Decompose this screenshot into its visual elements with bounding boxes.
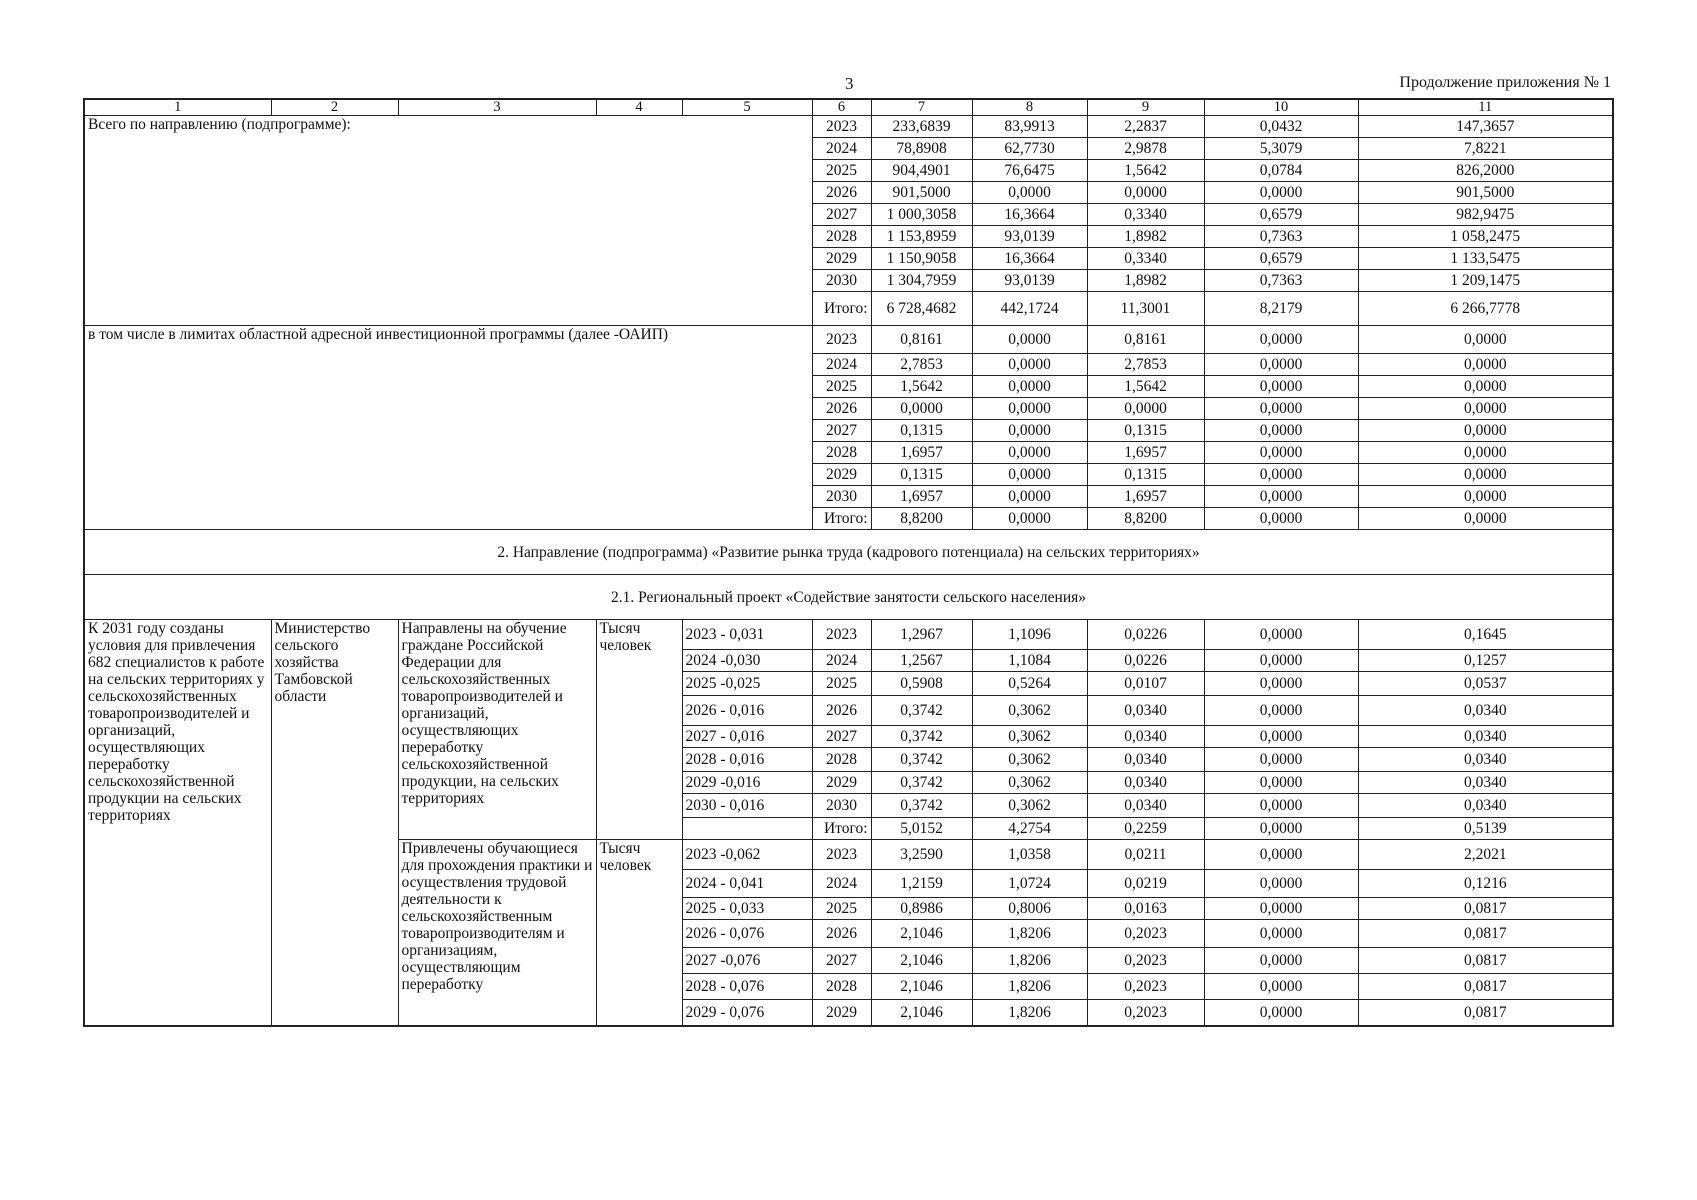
value-cell-c11: 0,0000 xyxy=(1358,398,1613,420)
value-cell-c7: 233,6839 xyxy=(871,116,972,138)
year-cell: 2025 xyxy=(812,376,871,398)
table-row xyxy=(84,620,1613,650)
value-cell-c10: 0,0000 xyxy=(1204,620,1358,650)
value-cell-c10: 0,0000 xyxy=(1204,726,1358,748)
year-cell: 2024 xyxy=(812,870,871,898)
value-cell-c8: 83,9913 xyxy=(972,116,1087,138)
value-cell-c7: 78,8908 xyxy=(871,138,972,160)
measure-name: Направлены на обучение граждане Российской Федерации для сельскохозяйственных товаропроизводителей и организаций, осуществляющих переработку сельскохозяйственной продукции, на сельских территориях xyxy=(398,620,596,840)
value-cell-c9: 2,2837 xyxy=(1087,116,1204,138)
indicator-value xyxy=(682,818,812,840)
value-cell-c7: 2,1046 xyxy=(871,974,972,1000)
value-cell-c10: 8,2179 xyxy=(1204,292,1358,326)
value-cell-c11: 0,1645 xyxy=(1358,620,1613,650)
value-cell-c10: 0,0000 xyxy=(1204,974,1358,1000)
indicator-value: 2026 - 0,076 xyxy=(682,920,812,948)
value-cell-c11: 0,0000 xyxy=(1358,508,1613,530)
year-cell: 2024 xyxy=(812,354,871,376)
value-cell-c10: 0,0000 xyxy=(1204,672,1358,696)
value-cell-c11: 0,0817 xyxy=(1358,898,1613,920)
value-cell-c9: 1,5642 xyxy=(1087,160,1204,182)
section-row xyxy=(84,575,1613,620)
year-cell: 2023 xyxy=(812,326,871,354)
year-cell: Итого: xyxy=(812,292,871,326)
value-cell-c11: 0,0537 xyxy=(1358,672,1613,696)
value-cell-c7: 904,4901 xyxy=(871,160,972,182)
year-cell: 2027 xyxy=(812,420,871,442)
indicator-value: 2023 -0,062 xyxy=(682,840,812,870)
value-cell-c11: 0,0000 xyxy=(1358,442,1613,464)
value-cell-c11: 0,0000 xyxy=(1358,464,1613,486)
value-cell-c11: 0,0817 xyxy=(1358,920,1613,948)
value-cell-c8: 16,3664 xyxy=(972,248,1087,270)
column-number: 9 xyxy=(1087,99,1204,116)
value-cell-c8: 0,3062 xyxy=(972,772,1087,794)
value-cell-c9: 0,0219 xyxy=(1087,870,1204,898)
value-cell-c7: 0,1315 xyxy=(871,420,972,442)
value-cell-c10: 0,0000 xyxy=(1204,464,1358,486)
value-cell-c8: 0,0000 xyxy=(972,326,1087,354)
year-cell: 2029 xyxy=(812,1000,871,1026)
year-cell: 2028 xyxy=(812,442,871,464)
value-cell-c9: 1,8982 xyxy=(1087,270,1204,292)
value-cell-c10: 5,3079 xyxy=(1204,138,1358,160)
value-cell-c10: 0,0000 xyxy=(1204,1000,1358,1026)
value-cell-c7: 1,5642 xyxy=(871,376,972,398)
value-cell-c7: 1,6957 xyxy=(871,486,972,508)
value-cell-c8: 0,0000 xyxy=(972,464,1087,486)
value-cell-c9: 0,0107 xyxy=(1087,672,1204,696)
value-cell-c7: 0,8986 xyxy=(871,898,972,920)
value-cell-c8: 93,0139 xyxy=(972,226,1087,248)
value-cell-c11: 1 058,2475 xyxy=(1358,226,1613,248)
value-cell-c8: 0,0000 xyxy=(972,182,1087,204)
year-cell: 2025 xyxy=(812,898,871,920)
value-cell-c7: 0,3742 xyxy=(871,726,972,748)
value-cell-c7: 2,1046 xyxy=(871,1000,972,1026)
value-cell-c7: 1,2159 xyxy=(871,870,972,898)
value-cell-c11: 0,0340 xyxy=(1358,772,1613,794)
value-cell-c7: 2,1046 xyxy=(871,920,972,948)
value-cell-c7: 6 728,4682 xyxy=(871,292,972,326)
value-cell-c9: 0,2023 xyxy=(1087,974,1204,1000)
indicator-value: 2023 - 0,031 xyxy=(682,620,812,650)
value-cell-c10: 0,0000 xyxy=(1204,898,1358,920)
value-cell-c10: 0,0000 xyxy=(1204,486,1358,508)
measure-unit: Тысяч человек xyxy=(596,840,682,1026)
value-cell-c10: 0,0432 xyxy=(1204,116,1358,138)
year-cell: 2028 xyxy=(812,974,871,1000)
value-cell-c11: 6 266,7778 xyxy=(1358,292,1613,326)
value-cell-c10: 0,6579 xyxy=(1204,204,1358,226)
value-cell-c8: 0,3062 xyxy=(972,696,1087,726)
value-cell-c11: 1 133,5475 xyxy=(1358,248,1613,270)
measure-unit: Тысяч человек xyxy=(596,620,682,840)
year-cell: 2027 xyxy=(812,726,871,748)
indicator-value: 2030 - 0,016 xyxy=(682,794,812,818)
value-cell-c10: 0,0000 xyxy=(1204,920,1358,948)
value-cell-c8: 0,0000 xyxy=(972,442,1087,464)
value-cell-c11: 0,5139 xyxy=(1358,818,1613,840)
year-cell: 2026 xyxy=(812,182,871,204)
measure-name: Привлечены обучающиеся для прохождения практики и осуществления трудовой деятельности к сельскохозяйственным товаропроизводителям и организациям, осуществляющим переработку xyxy=(398,840,596,1026)
year-cell: Итого: xyxy=(812,818,871,840)
value-cell-c10: 0,0000 xyxy=(1204,442,1358,464)
value-cell-c11: 0,0817 xyxy=(1358,1000,1613,1026)
value-cell-c7: 1,2967 xyxy=(871,620,972,650)
indicator-value: 2028 - 0,016 xyxy=(682,748,812,772)
indicator-value: 2025 -0,025 xyxy=(682,672,812,696)
value-cell-c7: 8,8200 xyxy=(871,508,972,530)
value-cell-c9: 8,8200 xyxy=(1087,508,1204,530)
value-cell-c10: 0,0000 xyxy=(1204,818,1358,840)
value-cell-c8: 76,6475 xyxy=(972,160,1087,182)
value-cell-c9: 11,3001 xyxy=(1087,292,1204,326)
value-cell-c7: 1 304,7959 xyxy=(871,270,972,292)
value-cell-c10: 0,0000 xyxy=(1204,650,1358,672)
value-cell-c7: 3,2590 xyxy=(871,840,972,870)
value-cell-c11: 0,0340 xyxy=(1358,794,1613,818)
value-cell-c8: 1,8206 xyxy=(972,1000,1087,1026)
value-cell-c10: 0,0000 xyxy=(1204,420,1358,442)
value-cell-c9: 0,2259 xyxy=(1087,818,1204,840)
value-cell-c11: 147,3657 xyxy=(1358,116,1613,138)
value-cell-c9: 1,6957 xyxy=(1087,486,1204,508)
value-cell-c11: 0,0000 xyxy=(1358,376,1613,398)
section-2-1-title: 2.1. Региональный проект «Содействие занятости сельского населения» xyxy=(84,575,1613,620)
value-cell-c10: 0,0000 xyxy=(1204,840,1358,870)
value-cell-c7: 1 150,9058 xyxy=(871,248,972,270)
value-cell-c9: 0,1315 xyxy=(1087,464,1204,486)
year-cell: 2023 xyxy=(812,116,871,138)
value-cell-c8: 0,0000 xyxy=(972,486,1087,508)
value-cell-c11: 7,8221 xyxy=(1358,138,1613,160)
value-cell-c11: 0,0340 xyxy=(1358,726,1613,748)
year-cell: 2026 xyxy=(812,398,871,420)
column-number: 4 xyxy=(596,99,682,116)
value-cell-c10: 0,0000 xyxy=(1204,794,1358,818)
year-cell: 2029 xyxy=(812,464,871,486)
page-number: 3 xyxy=(845,74,854,93)
year-cell: 2027 xyxy=(812,204,871,226)
value-cell-c8: 4,2754 xyxy=(972,818,1087,840)
value-cell-c11: 0,0340 xyxy=(1358,696,1613,726)
value-cell-c11: 2,2021 xyxy=(1358,840,1613,870)
value-cell-c8: 0,3062 xyxy=(972,748,1087,772)
value-cell-c9: 0,0000 xyxy=(1087,398,1204,420)
value-cell-c9: 0,0340 xyxy=(1087,726,1204,748)
value-cell-c10: 0,0000 xyxy=(1204,696,1358,726)
column-number: 7 xyxy=(871,99,972,116)
value-cell-c7: 1,6957 xyxy=(871,442,972,464)
value-cell-c10: 0,0000 xyxy=(1204,182,1358,204)
value-cell-c9: 2,7853 xyxy=(1087,354,1204,376)
value-cell-c7: 1 000,3058 xyxy=(871,204,972,226)
value-cell-c9: 0,2023 xyxy=(1087,948,1204,974)
value-cell-c7: 901,5000 xyxy=(871,182,972,204)
column-number: 10 xyxy=(1204,99,1358,116)
project-goal: К 2031 году созданы условия для привлечения 682 специалистов к работе на сельских территориях у сельскохозяйственных товаропроизводителей и организаций, осуществляющих переработку сельскохозяйственной продукции на сельских территориях xyxy=(84,620,271,1026)
year-cell: 2028 xyxy=(812,226,871,248)
column-number: 2 xyxy=(271,99,398,116)
year-cell: 2023 xyxy=(812,840,871,870)
oaip-label: в том числе в лимитах областной адресной инвестиционной программы (далее -ОАИП) xyxy=(84,326,812,530)
year-cell: 2029 xyxy=(812,772,871,794)
value-cell-c11: 0,0000 xyxy=(1358,420,1613,442)
value-cell-c9: 0,8161 xyxy=(1087,326,1204,354)
indicator-value: 2026 - 0,016 xyxy=(682,696,812,726)
year-cell: 2026 xyxy=(812,920,871,948)
value-cell-c9: 0,0163 xyxy=(1087,898,1204,920)
value-cell-c8: 0,5264 xyxy=(972,672,1087,696)
value-cell-c11: 0,0000 xyxy=(1358,354,1613,376)
value-cell-c10: 0,6579 xyxy=(1204,248,1358,270)
value-cell-c11: 826,2000 xyxy=(1358,160,1613,182)
column-number: 5 xyxy=(682,99,812,116)
value-cell-c7: 0,8161 xyxy=(871,326,972,354)
value-cell-c9: 0,3340 xyxy=(1087,248,1204,270)
value-cell-c9: 0,3340 xyxy=(1087,204,1204,226)
value-cell-c8: 442,1724 xyxy=(972,292,1087,326)
value-cell-c10: 0,7363 xyxy=(1204,226,1358,248)
value-cell-c8: 1,0724 xyxy=(972,870,1087,898)
value-cell-c9: 0,0000 xyxy=(1087,182,1204,204)
value-cell-c11: 0,0340 xyxy=(1358,748,1613,772)
value-cell-c11: 1 209,1475 xyxy=(1358,270,1613,292)
year-cell: 2025 xyxy=(812,672,871,696)
year-cell: 2030 xyxy=(812,486,871,508)
value-cell-c10: 0,0000 xyxy=(1204,870,1358,898)
indicator-value: 2029 -0,016 xyxy=(682,772,812,794)
column-number-row xyxy=(84,99,1613,116)
value-cell-c8: 1,8206 xyxy=(972,920,1087,948)
value-cell-c9: 0,0211 xyxy=(1087,840,1204,870)
value-cell-c7: 0,0000 xyxy=(871,398,972,420)
value-cell-c9: 0,0340 xyxy=(1087,772,1204,794)
value-cell-c7: 1 153,8959 xyxy=(871,226,972,248)
value-cell-c10: 0,7363 xyxy=(1204,270,1358,292)
indicator-value: 2027 -0,076 xyxy=(682,948,812,974)
year-cell: 2027 xyxy=(812,948,871,974)
responsible-ministry: Министерство сельского хозяйства Тамбовской области xyxy=(271,620,398,1026)
year-cell: 2025 xyxy=(812,160,871,182)
value-cell-c8: 16,3664 xyxy=(972,204,1087,226)
value-cell-c8: 0,0000 xyxy=(972,376,1087,398)
value-cell-c7: 1,2567 xyxy=(871,650,972,672)
direction-total-label: Всего по направлению (подпрограмме): xyxy=(84,116,812,326)
value-cell-c11: 982,9475 xyxy=(1358,204,1613,226)
value-cell-c7: 0,3742 xyxy=(871,794,972,818)
budget-table xyxy=(83,98,1614,1027)
year-cell: 2028 xyxy=(812,748,871,772)
value-cell-c8: 1,1084 xyxy=(972,650,1087,672)
section-row xyxy=(84,530,1613,575)
value-cell-c11: 0,0817 xyxy=(1358,948,1613,974)
value-cell-c8: 0,0000 xyxy=(972,398,1087,420)
value-cell-c7: 2,7853 xyxy=(871,354,972,376)
value-cell-c9: 0,1315 xyxy=(1087,420,1204,442)
value-cell-c8: 1,8206 xyxy=(972,974,1087,1000)
indicator-value: 2024 -0,030 xyxy=(682,650,812,672)
column-number: 1 xyxy=(84,99,271,116)
value-cell-c10: 0,0000 xyxy=(1204,948,1358,974)
year-cell: 2026 xyxy=(812,696,871,726)
value-cell-c7: 0,3742 xyxy=(871,696,972,726)
value-cell-c9: 2,9878 xyxy=(1087,138,1204,160)
section-2-title: 2. Направление (подпрограмма) «Развитие рынка труда (кадрового потенциала) на сельских территориях» xyxy=(84,530,1613,575)
value-cell-c9: 1,6957 xyxy=(1087,442,1204,464)
value-cell-c8: 0,0000 xyxy=(972,508,1087,530)
value-cell-c9: 0,0226 xyxy=(1087,650,1204,672)
value-cell-c8: 1,0358 xyxy=(972,840,1087,870)
table-row xyxy=(84,326,1613,354)
value-cell-c8: 0,3062 xyxy=(972,726,1087,748)
value-cell-c10: 0,0000 xyxy=(1204,354,1358,376)
column-number: 3 xyxy=(398,99,596,116)
indicator-value: 2024 - 0,041 xyxy=(682,870,812,898)
appendix-continuation: Продолжение приложения № 1 xyxy=(1399,74,1611,91)
value-cell-c8: 0,0000 xyxy=(972,354,1087,376)
table-row xyxy=(84,116,1613,138)
value-cell-c9: 1,5642 xyxy=(1087,376,1204,398)
value-cell-c8: 1,1096 xyxy=(972,620,1087,650)
value-cell-c11: 901,5000 xyxy=(1358,182,1613,204)
value-cell-c10: 0,0000 xyxy=(1204,398,1358,420)
value-cell-c8: 0,3062 xyxy=(972,794,1087,818)
value-cell-c11: 0,1216 xyxy=(1358,870,1613,898)
value-cell-c9: 0,2023 xyxy=(1087,1000,1204,1026)
value-cell-c8: 1,8206 xyxy=(972,948,1087,974)
value-cell-c10: 0,0000 xyxy=(1204,326,1358,354)
value-cell-c8: 0,8006 xyxy=(972,898,1087,920)
value-cell-c10: 0,0784 xyxy=(1204,160,1358,182)
year-cell: 2023 xyxy=(812,620,871,650)
column-number: 8 xyxy=(972,99,1087,116)
value-cell-c7: 0,1315 xyxy=(871,464,972,486)
value-cell-c7: 2,1046 xyxy=(871,948,972,974)
column-number: 6 xyxy=(812,99,871,116)
value-cell-c8: 62,7730 xyxy=(972,138,1087,160)
value-cell-c9: 0,0340 xyxy=(1087,696,1204,726)
column-number: 11 xyxy=(1358,99,1613,116)
value-cell-c10: 0,0000 xyxy=(1204,748,1358,772)
value-cell-c9: 0,0226 xyxy=(1087,620,1204,650)
value-cell-c11: 0,0817 xyxy=(1358,974,1613,1000)
indicator-value: 2029 - 0,076 xyxy=(682,1000,812,1026)
value-cell-c10: 0,0000 xyxy=(1204,772,1358,794)
value-cell-c9: 0,0340 xyxy=(1087,748,1204,772)
value-cell-c11: 0,1257 xyxy=(1358,650,1613,672)
year-cell: 2030 xyxy=(812,794,871,818)
year-cell: 2024 xyxy=(812,650,871,672)
value-cell-c9: 0,2023 xyxy=(1087,920,1204,948)
year-cell: 2029 xyxy=(812,248,871,270)
indicator-value: 2028 - 0,076 xyxy=(682,974,812,1000)
value-cell-c7: 0,3742 xyxy=(871,748,972,772)
value-cell-c7: 0,5908 xyxy=(871,672,972,696)
year-cell: 2030 xyxy=(812,270,871,292)
indicator-value: 2025 - 0,033 xyxy=(682,898,812,920)
value-cell-c7: 0,3742 xyxy=(871,772,972,794)
indicator-value: 2027 - 0,016 xyxy=(682,726,812,748)
value-cell-c10: 0,0000 xyxy=(1204,508,1358,530)
year-cell: Итого: xyxy=(812,508,871,530)
value-cell-c8: 0,0000 xyxy=(972,420,1087,442)
value-cell-c9: 0,0340 xyxy=(1087,794,1204,818)
value-cell-c11: 0,0000 xyxy=(1358,486,1613,508)
value-cell-c8: 93,0139 xyxy=(972,270,1087,292)
value-cell-c11: 0,0000 xyxy=(1358,326,1613,354)
value-cell-c10: 0,0000 xyxy=(1204,376,1358,398)
value-cell-c9: 1,8982 xyxy=(1087,226,1204,248)
value-cell-c7: 5,0152 xyxy=(871,818,972,840)
year-cell: 2024 xyxy=(812,138,871,160)
